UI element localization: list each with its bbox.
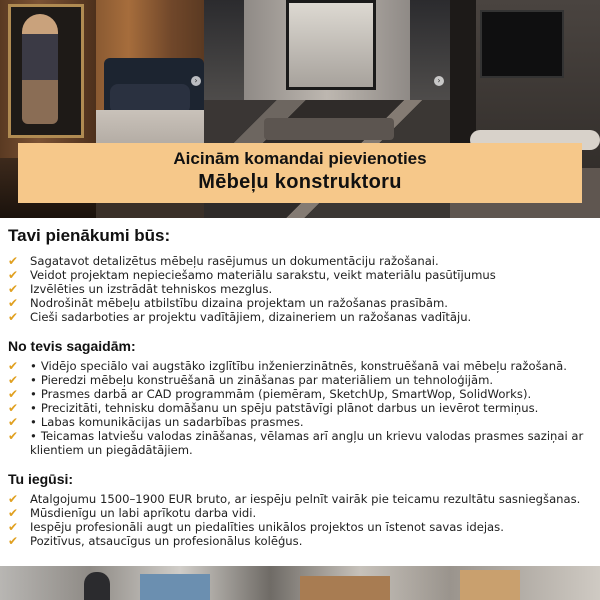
- list-item: ✔ Mūsdienīgu un labi aprīkotu darba vidi.: [8, 506, 257, 520]
- checkmark-icon: ✔: [8, 492, 19, 506]
- checkmark-icon: ✔: [8, 310, 19, 324]
- checkmark-icon: ✔: [8, 387, 19, 401]
- checkmark-icon: ✔: [8, 359, 19, 373]
- list-item: ✔ Iespēju profesionāli augt un piedalīties unikālos projektos un īstenot savas idejas.: [8, 520, 504, 534]
- checkmark-icon: ✔: [8, 429, 19, 443]
- list-item: ✔ • Prasmes darbā ar CAD programmām (piemēram, SketchUp, SmartWop, SolidWorks).: [8, 387, 532, 401]
- bullet-icon: •: [30, 429, 37, 443]
- bullet-icon: •: [30, 387, 37, 401]
- bullet-icon: •: [30, 359, 37, 373]
- banner-subtitle: Aicinām komandai pievienoties: [173, 149, 427, 168]
- benefits-heading: Tu iegūsi:: [8, 471, 74, 487]
- mirror: [286, 0, 376, 90]
- bullet-icon: •: [30, 401, 37, 415]
- list-item: ✔ • Precizitāti, tehnisku domāšanu un spēju patstāvīgi plānot darbus un ievērot termiņus.: [8, 401, 539, 415]
- checkmark-icon: ✔: [8, 506, 19, 520]
- expectations-heading: No tevis sagaidām:: [8, 338, 136, 354]
- tv: [480, 10, 564, 78]
- checkmark-icon: ✔: [8, 401, 19, 415]
- checkmark-icon: ✔: [8, 373, 19, 387]
- duties-heading: Tavi pienākumi būs:: [8, 226, 171, 245]
- list-item: ✔ Veidot projektam nepieciešamo materiālu sarakstu, veikt materiālu pasūtījumus: [8, 268, 496, 282]
- checkmark-icon: ✔: [8, 254, 19, 268]
- list-item: ✔ • Pieredzi mēbeļu konstruēšanā un zināšanas par materiāliem un tehnoloģijām.: [8, 373, 494, 387]
- bullet-icon: •: [30, 373, 37, 387]
- list-item: ✔ Sagatavot detalizētus mēbeļu rasējumus un dokumentāciju ražošanai.: [8, 254, 439, 268]
- checkmark-icon: ✔: [8, 282, 19, 296]
- checkmark-icon: ✔: [8, 268, 19, 282]
- checkmark-icon: ✔: [8, 296, 19, 310]
- list-item: ✔ Izvēlēties un izstrādāt tehniskos mezglus.: [8, 282, 273, 296]
- list-item: ✔ • Labas komunikācijas un sadarbības prasmes.: [8, 415, 304, 429]
- job-content: [8, 226, 598, 548]
- duties-list: [8, 254, 598, 324]
- list-item: ✔ Nodrošināt mēbeļu atbilstību dizaina projektam un ražošanas prasībām.: [8, 296, 448, 310]
- next-arrow-icon: ›: [191, 76, 201, 86]
- expectations-list: [8, 359, 598, 457]
- worker-figure: [84, 572, 110, 600]
- checkmark-icon: ✔: [8, 415, 19, 429]
- checkmark-icon: ✔: [8, 534, 19, 548]
- headline-banner: [18, 143, 582, 203]
- banner-title: Mēbeļu konstruktoru: [198, 171, 402, 193]
- bullet-icon: •: [30, 415, 37, 429]
- checkmark-icon: ✔: [8, 520, 19, 534]
- list-item: ✔ Cieši sadarboties ar projektu vadītājiem, dizaineriem un ražošanas vadītāju.: [8, 310, 472, 324]
- list-item: ✔ • Teicamas latviešu valodas zināšanas, vēlamas arī angļu un krievu valodas prasmes saziņai ar klientiem un piegādātājiem.: [8, 429, 584, 457]
- painting-figure: [22, 14, 58, 124]
- list-item: ✔ • Vidējo speciālo vai augstāko izglītību inženierzinātnēs, konstruēšanā vai mēbeļu ražošanā.: [8, 359, 567, 373]
- next-arrow-icon: ›: [434, 76, 444, 86]
- list-item: ✔ Atalgojumu 1500–1900 EUR bruto, ar iespēju pelnīt vairāk pie teicamu rezultātu sasniegšanas.: [8, 492, 581, 506]
- workshop-photo-strip: [0, 566, 600, 600]
- list-item: ✔ Pozitīvus, atsaucīgus un profesionālus kolēģus.: [8, 534, 303, 548]
- benefits-list: [8, 492, 598, 548]
